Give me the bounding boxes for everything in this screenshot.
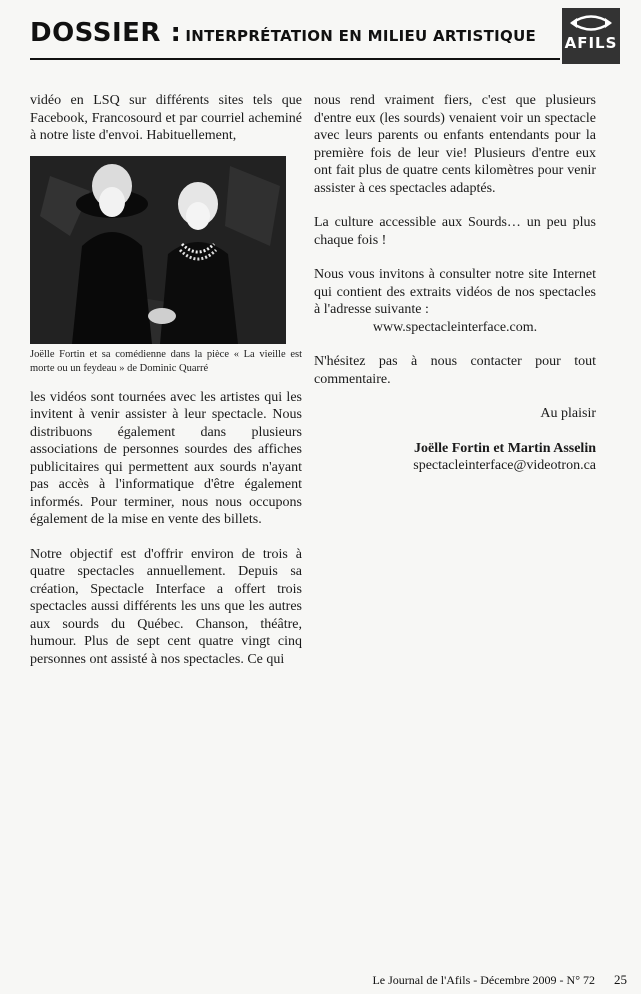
- dossier-title: DOSSIER :: [30, 18, 182, 48]
- logo-text: AFILS: [564, 34, 618, 52]
- left-paragraph-1: vidéo en LSQ sur différents sites tels que Facebook, Francosourd et par courriel acheminé à notre liste d'envoi. Habituellement,: [30, 93, 302, 143]
- website-url: www.spectacleinterface.com.: [372, 319, 538, 335]
- right-paragraph-3: Nous vous invitons à consulter notre site Internet qui contient des extraits vidéos de nos spectacles à l'adresse suivante :: [314, 267, 596, 317]
- signature: Joëlle Fortin et Martin Asselin: [414, 440, 596, 456]
- dossier-subtitle: INTERPRÉTATION EN MILIEU ARTISTIQUE: [185, 27, 537, 45]
- right-column: [314, 92, 596, 475]
- journal-reference: Le Journal de l'Afils - Décembre 2009 - N° 72: [372, 973, 595, 987]
- right-paragraph-2: La culture accessible aux Sourds… un peu plus chaque fois !: [314, 215, 596, 248]
- contact-email: spectacleinterface@videotron.ca: [413, 458, 596, 473]
- hands-icon: [568, 12, 614, 34]
- right-paragraph-1: nous rend vraiment fiers, c'est que plusieurs d'entre eux (les sourds) venaient voir un spectacle avec leurs parents ou enfants entendants pour la première fois de leur vie! Plusieurs d'entre eux ont fait plus de quatre cents kilomètres pour venir assister à ces spectacles adaptés.: [314, 93, 596, 196]
- left-paragraph-3: Notre objectif est d'offrir environ de trois à quatre spectacles annuellement. Depuis sa création, Spectacle Interface a offert trois spectacles aussi différents les uns que les autres aux sourds du Québec. Chanson, théâtre, humour. Plus de sept cent quatre vingt cinq personnes ont assisté à nos spectacles. Ce qui: [30, 546, 302, 667]
- closing-text: Au plaisir: [540, 406, 596, 421]
- page-header: [30, 18, 560, 60]
- photo-caption: Joëlle Fortin et sa comédienne dans la pièce « La vieille est morte ou un feydeau » de Dominic Quarré: [30, 348, 302, 374]
- article-photo: [30, 156, 286, 344]
- left-column: [30, 92, 302, 668]
- afils-logo: [562, 8, 620, 64]
- right-paragraph-4: N'hésitez pas à nous contacter pour tout commentaire.: [314, 354, 596, 387]
- page-number: 25: [614, 972, 627, 987]
- left-paragraph-2: les vidéos sont tournées avec les artistes qui les invitent à venir assister à leur spectacle. Nous distribuons également dans plusieurs associations de personnes sourdes des affiches publicitaires qui permettent aux sourds n'ayant pas accès à l'informatique d'être également informés. Pour terminer, nous nous occupons également de la mise en vente des billets.: [30, 389, 302, 527]
- page-footer: [372, 972, 627, 988]
